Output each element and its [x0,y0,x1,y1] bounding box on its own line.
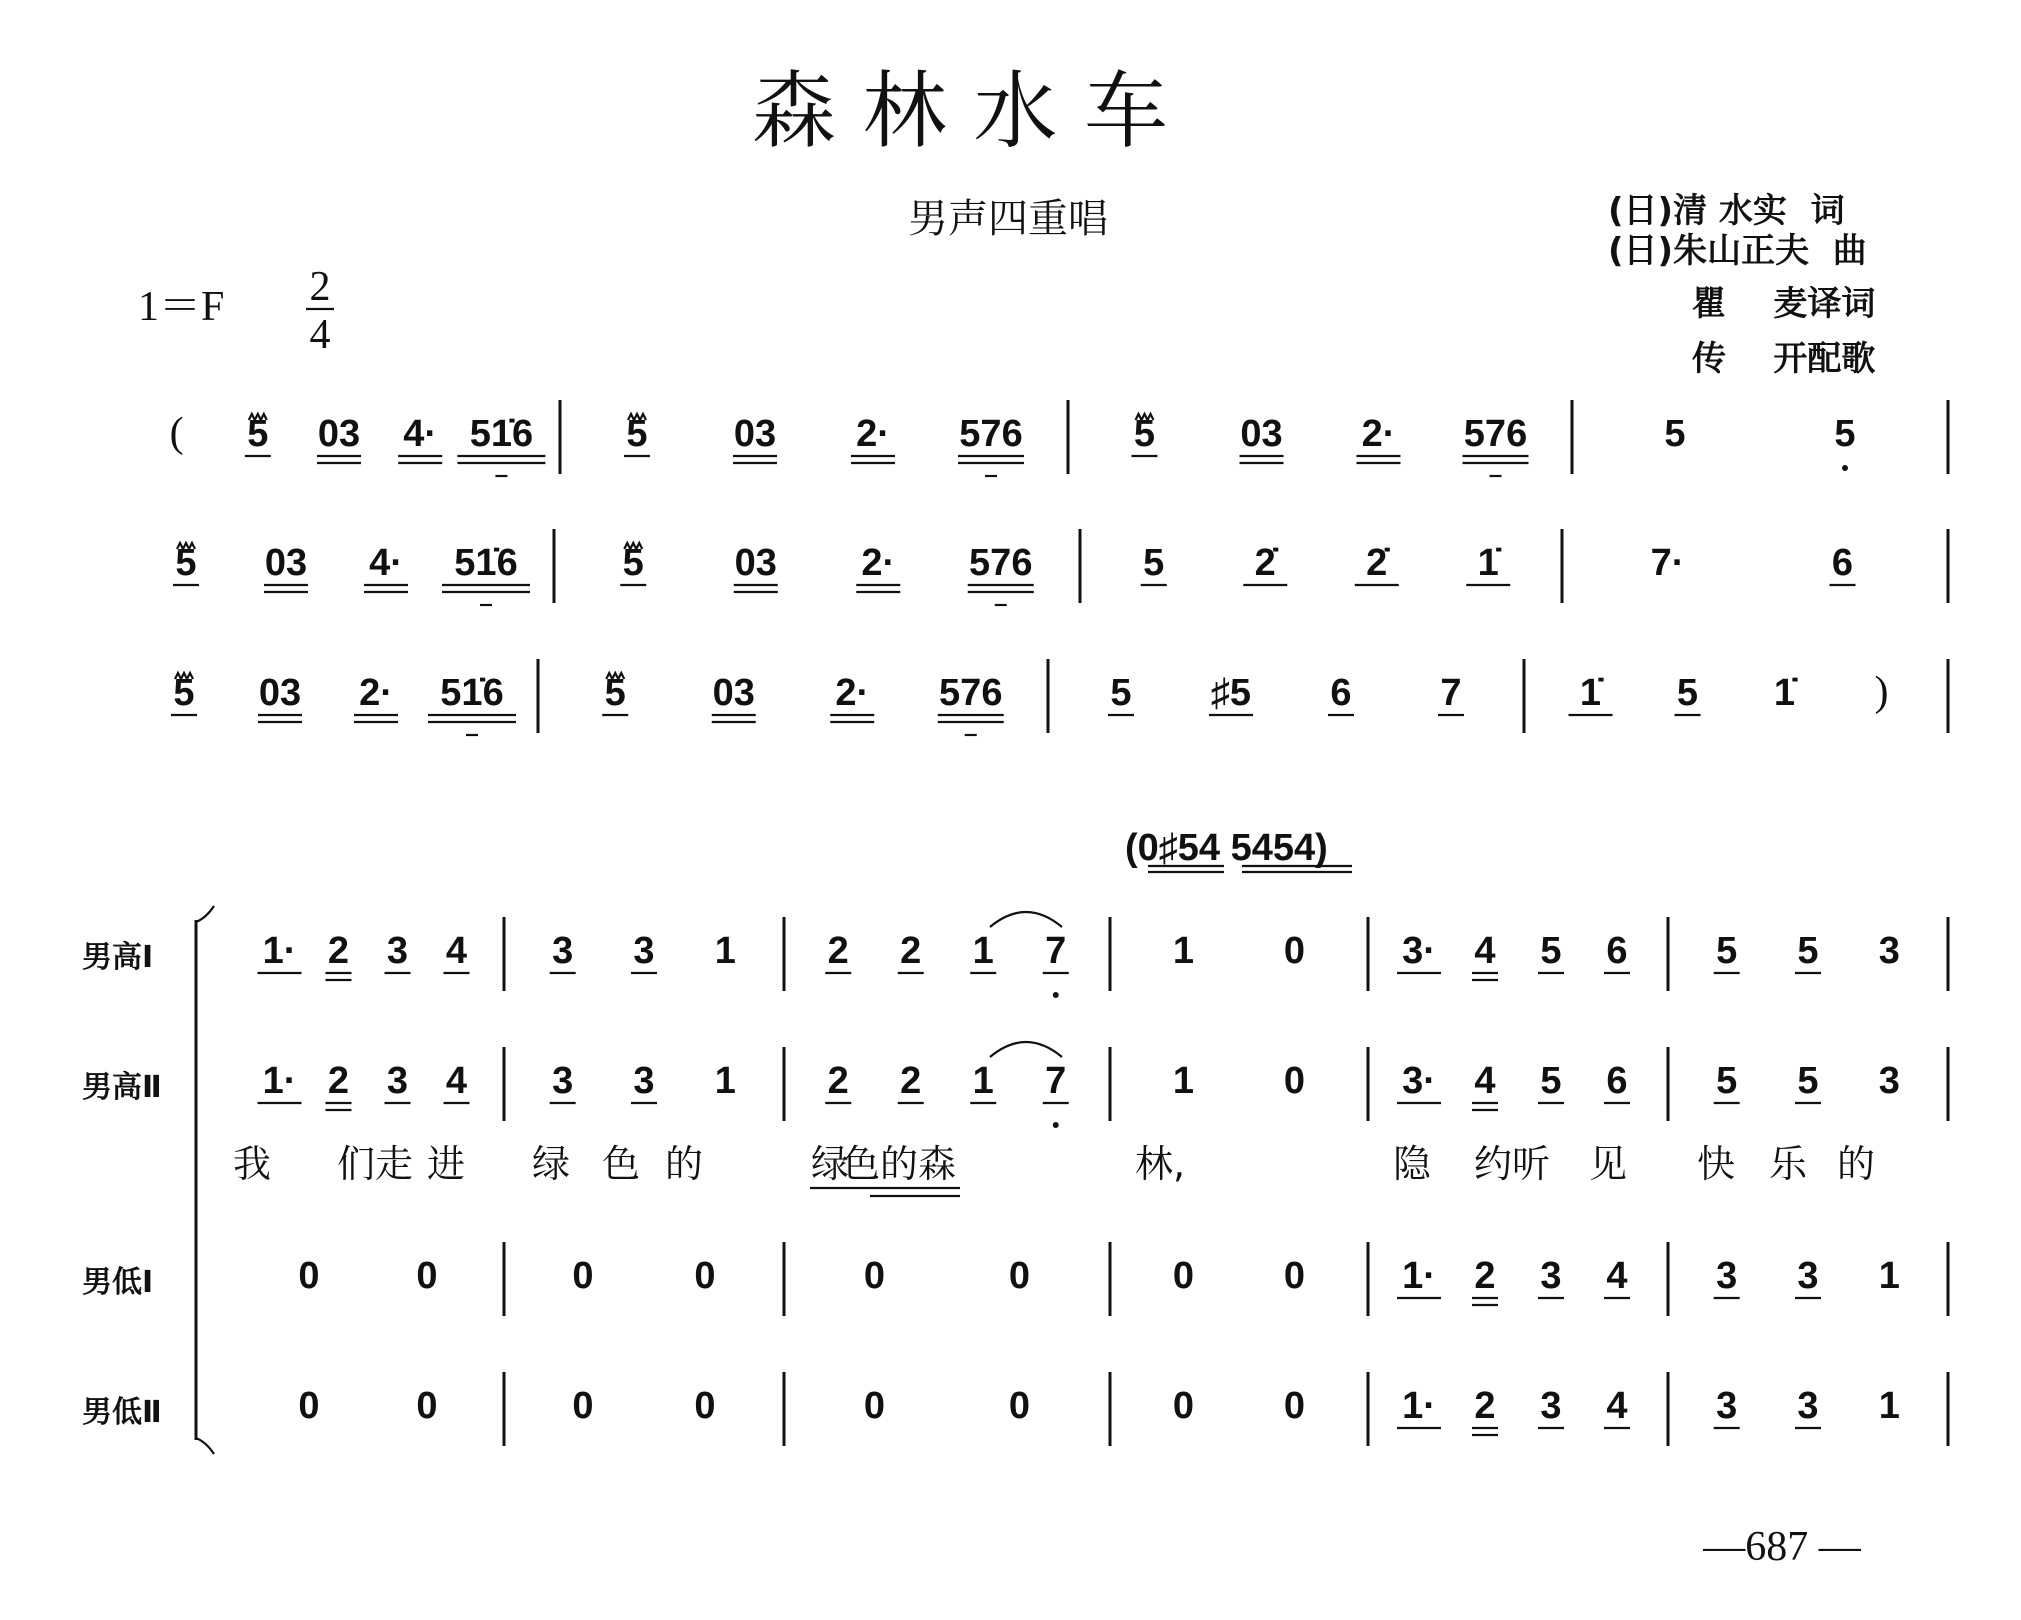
intro-note: 6 [1831,542,1854,584]
intro-note: 2̇ [1254,542,1276,584]
intro-note: 2· [835,672,870,714]
system-bracket-hook [196,906,214,922]
voice-note: 1· [1402,1385,1436,1427]
lyric-syllable: 的 [664,1142,704,1186]
voice-note: 0 [1008,1255,1031,1297]
voice-note: 4 [1474,1060,1496,1102]
voice-note: 3 [1797,1385,1819,1427]
tie-slur [990,1042,1062,1057]
lyric-syllable: 快 [1696,1142,1736,1186]
voice-note: 2 [827,1060,849,1102]
voice-note: 0 [1283,930,1306,972]
intro-note: 7· [1650,542,1685,584]
intro-note: 1̇ [1773,672,1796,714]
voice-note: 2 [827,930,849,972]
intro-note: 5 [1110,672,1132,714]
lyric-syllable: 色的森 [841,1142,957,1186]
intro-note: 5 [604,672,626,714]
voice-note: 4 [1606,1385,1628,1427]
voice-note: 1· [262,930,297,972]
intro-note: 51̇6 [454,542,518,584]
page-number-group [1702,1524,1862,1570]
voice-note: 2 [327,1060,350,1102]
voice-note: 3 [1878,930,1900,972]
voice-note: 3 [1878,1060,1900,1102]
lyric-syllable: 隐 [1392,1142,1432,1186]
time-signature-bottom: 4 [309,312,331,358]
intro-note: 576 [939,672,1003,714]
voice-note: 3 [633,1060,655,1102]
intro-note: ) [1874,669,1889,715]
lyric-syllable: 们走 [336,1142,414,1186]
intro-note: 5 [1834,413,1856,455]
intro-note: 51̇6 [469,413,534,455]
intro-note: 7 [1440,672,1462,714]
intro-note: 1̇ [1477,542,1499,584]
voice-note: 5 [1540,1060,1562,1102]
credit-translator: 瞿 麦译词 [1692,284,1876,324]
voice-note: 4 [1606,1255,1628,1297]
voice-note: 5 [1797,1060,1819,1102]
voice-note: 1 [1172,1060,1195,1102]
quartet-score [82,827,1948,1454]
intro-note: ( [169,410,184,456]
intro-note: 576 [959,413,1023,455]
system-bracket-hook [196,1438,214,1454]
voice-note: 3· [1402,1060,1436,1102]
part-label: 男高Ⅱ [82,1070,162,1105]
credit-composer: (日)朱山正夫 曲 [1608,231,1867,271]
voice-note: 7 [1045,1060,1067,1102]
voice-note: 3 [552,930,574,972]
voice-note: 5 [1540,930,1562,972]
voice-note: 7 [1045,930,1067,972]
part-label: 男高Ⅰ [82,940,154,975]
voice-note: 3 [1540,1385,1562,1427]
intro-note: 5 [1664,413,1686,455]
intro-note: 4· [403,413,438,455]
intro-note: 03 [712,672,755,714]
voice-note: 4 [1474,930,1496,972]
intro-note: 576 [1463,413,1528,455]
intro-note: 5 [1133,413,1156,455]
voice-note: 5 [1716,930,1738,972]
lower-octave-dot [1053,992,1059,998]
voice-note: 2 [1474,1385,1496,1427]
intro-note: 5 [1676,672,1699,714]
intro-note: 51̇6 [440,672,504,714]
page-number: —687 — [1703,1524,1861,1570]
intro-note: ♯5 [1210,672,1252,714]
intro-note: 5 [175,542,197,584]
intro-note: 5 [173,672,195,714]
lyric-syllable: 绿 [531,1142,571,1186]
voice-note: 1· [1402,1255,1436,1297]
voice-note: 0 [572,1255,594,1297]
voice-note: 0 [1172,1255,1195,1297]
voice-note: 0 [863,1385,886,1427]
intro-note: 2· [861,542,896,584]
voice-note: 1 [1878,1255,1900,1297]
voice-note: 0 [1283,1385,1306,1427]
key-signature: 1＝F [138,284,225,330]
lyric-syllable: 林, [1134,1142,1186,1186]
intro-note: 5 [622,542,644,584]
voice-note: 5 [1716,1060,1738,1102]
intro-note: 03 [1240,413,1283,455]
intro-note: 5 [247,413,269,455]
voice-note: 1 [972,1060,994,1102]
lyric-syllable: 约听 [1473,1142,1551,1186]
intro-note: 2̇ [1366,542,1388,584]
voice-note: 3 [633,930,655,972]
lower-octave-dot [1053,1122,1059,1128]
voice-note: 0 [1283,1255,1306,1297]
voice-note: 0 [416,1385,438,1427]
intro-note: 6 [1330,672,1352,714]
intro-note: 03 [734,542,777,584]
intro-note: 5 [1143,542,1165,584]
voice-note: 3· [1402,930,1436,972]
voice-note: 2 [900,1060,922,1102]
intro-note: 03 [733,413,777,455]
voice-note: 0 [298,1385,320,1427]
lower-octave-dot [1842,465,1848,471]
voice-note: 3 [1797,1255,1819,1297]
voice-note: 0 [298,1255,320,1297]
voice-note: 1 [1172,930,1195,972]
voice-note: 3 [1716,1385,1738,1427]
intro-note: 2· [359,672,393,714]
voice-note: 0 [694,1385,716,1427]
voice-note: 2 [900,930,922,972]
header [138,62,1875,379]
lyric-syllable: 乐 [1768,1142,1808,1186]
lyric-syllable: 的 [1836,1142,1876,1186]
voice-note: 3 [386,1060,409,1102]
time-signature-top: 2 [309,264,331,310]
voice-note: 1 [714,1060,736,1102]
voice-note: 3 [386,930,409,972]
credit-lyricist: (日)清 水实 词 [1608,191,1845,231]
lyric-syllable: 我 [232,1142,272,1186]
voice-note: 6 [1606,1060,1628,1102]
voice-note: 1 [714,930,736,972]
lyric-syllable: 绿 [810,1142,850,1186]
intro-note: 2· [1361,413,1396,455]
lyric-syllable: 见 [1588,1142,1628,1186]
voice-note: 0 [694,1255,716,1297]
intro-note: 4· [369,542,403,584]
voice-note: 3 [552,1060,574,1102]
part-label: 男低Ⅰ [82,1265,154,1300]
song-subtitle: 男声四重唱 [908,196,1108,242]
lyric-syllable: 进 [426,1142,466,1186]
voice-note: 5 [1797,930,1819,972]
voice-note: 2 [1474,1255,1496,1297]
voice-note: 0 [863,1255,886,1297]
credit-arranger: 传 开配歌 [1692,339,1876,379]
intro-note: 03 [317,413,361,455]
voice-note: 3 [1716,1255,1738,1297]
intro-note: 1̇ [1579,672,1602,714]
voice-note: 3 [1540,1255,1562,1297]
voice-note: 4 [445,1060,468,1102]
voice-note: 0 [1283,1060,1306,1102]
song-title: 森 林 水 车 [751,62,1169,160]
lyric-syllable: 色 [601,1142,641,1186]
voice-note: 0 [416,1255,438,1297]
intro-section [170,400,1948,735]
tie-slur [990,912,1062,927]
part-label: 男低Ⅱ [82,1395,162,1430]
voice-note: 1 [972,930,994,972]
voice-note: 1· [262,1060,297,1102]
intro-note: 2· [856,413,890,455]
voice-note: 4 [445,930,468,972]
intro-note: 03 [264,542,308,584]
voice-note: 0 [572,1385,594,1427]
intro-note: 5 [626,413,648,455]
voice-note: 0 [1008,1385,1031,1427]
voice-note: 6 [1606,930,1628,972]
intro-note: 576 [969,542,1033,584]
intro-note: 03 [258,672,302,714]
voice-note: 1 [1878,1385,1900,1427]
interlude-motif: (0♯54 5454) [1125,827,1328,869]
voice-note: 0 [1172,1385,1195,1427]
voice-note: 2 [327,930,350,972]
